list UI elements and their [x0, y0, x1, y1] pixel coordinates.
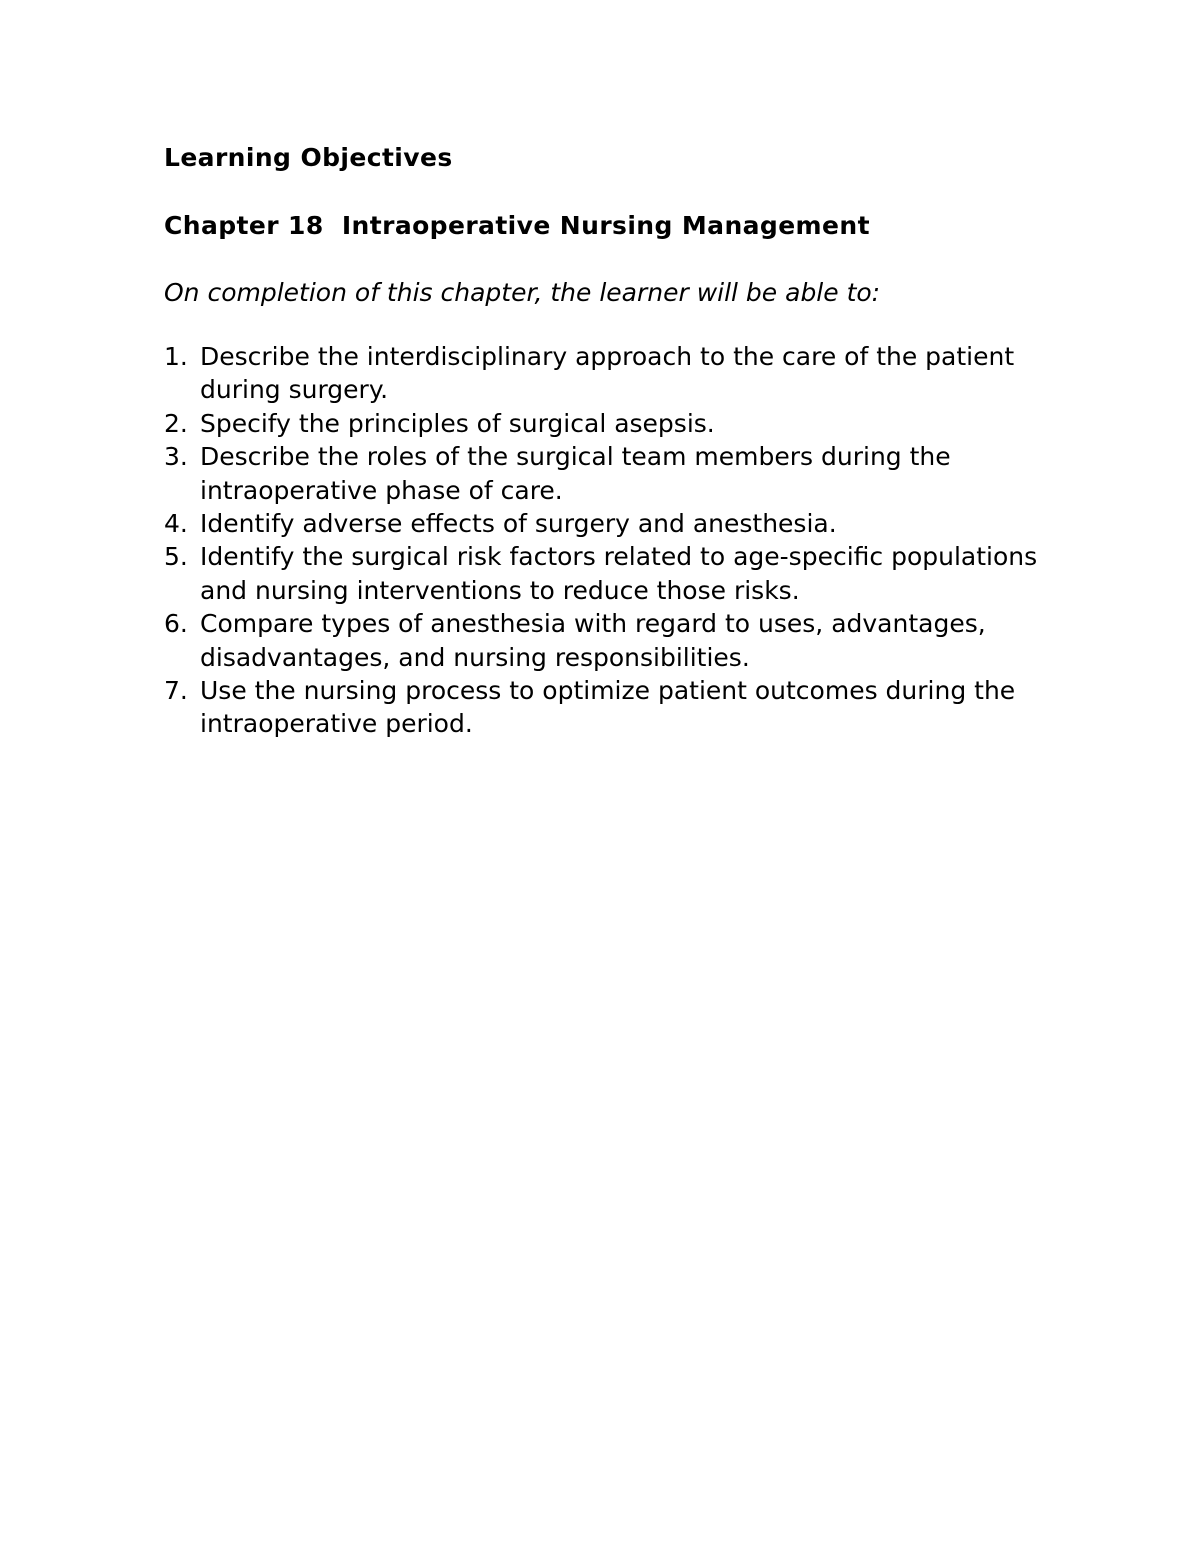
- objective-text: Specify the principles of surgical asepsis.: [200, 408, 715, 438]
- objective-item: [164, 440, 1064, 507]
- objective-number: 6.: [164, 609, 188, 639]
- objective-item: [164, 607, 1064, 674]
- chapter-title: Chapter 18 Intraoperative Nursing Management: [164, 211, 870, 240]
- objective-number: 4.: [164, 509, 188, 539]
- objective-item: [164, 674, 1064, 741]
- objective-number: 2.: [164, 408, 188, 438]
- objective-number: 1.: [164, 342, 188, 371]
- page-title: Learning Objectives: [164, 143, 453, 172]
- objective-item: [164, 507, 1064, 540]
- objective-text: Describe the roles of the surgical team members during the intraoperative phase of care.: [200, 442, 951, 505]
- objective-number: 5.: [164, 542, 188, 572]
- objective-item: [164, 407, 1064, 440]
- objective-item: [164, 340, 1064, 407]
- objective-text: Describe the interdisciplinary approach to the care of the patient during surgery.: [200, 342, 1015, 405]
- document-content: [164, 138, 1064, 741]
- objectives-list: [164, 340, 1064, 741]
- intro-text: On completion of this chapter, the learner will be able to:: [164, 278, 881, 307]
- objective-number: 7.: [164, 676, 188, 706]
- objective-text: Compare types of anesthesia with regard to uses, advantages, disadvantages, and nursing responsibilities.: [200, 609, 986, 672]
- objective-item: [164, 540, 1064, 607]
- objective-text: Use the nursing process to optimize patient outcomes during the intraoperative period.: [200, 676, 1016, 739]
- objective-number: 3.: [164, 442, 188, 472]
- objective-text: Identify adverse effects of surgery and anesthesia.: [200, 509, 837, 539]
- objective-text: Identify the surgical risk factors related to age-specific populations and nursing interventions to reduce those risks.: [200, 542, 1038, 605]
